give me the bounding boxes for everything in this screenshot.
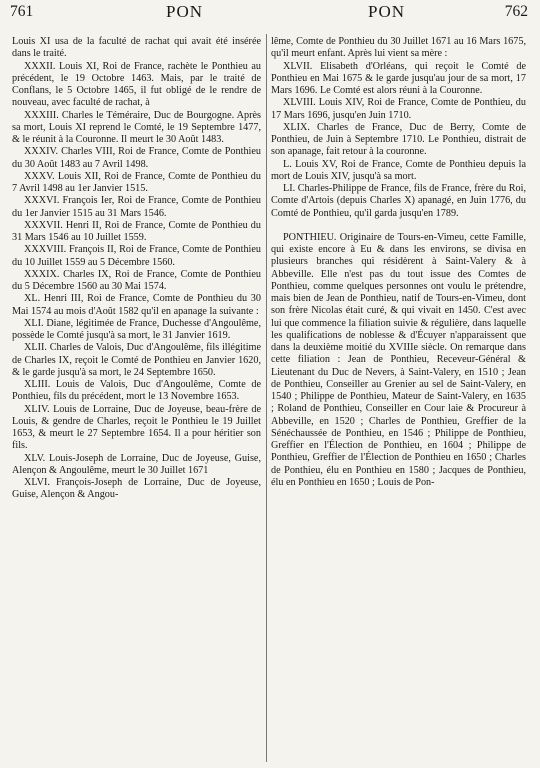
entry-50: L. Louis XV, Roi de France, Comte de Ponthieu depuis la mort de Louis XIV, jusqu'à sa mort. bbox=[271, 158, 526, 182]
entry-51: LI. Charles-Philippe de France, fils de France, frère du Roi, Comte d'Artois (depuis Charles X) apanagé, en Juin 1776, du Comté de Ponthieu, qu'il garda jusqu'en 1789. bbox=[271, 183, 527, 219]
column-divider bbox=[266, 34, 267, 762]
entry-36: XXXVI. François Ier, Roi de France, Comte de Ponthieu du 1er Janvier 1515 au 31 Mars 1546. bbox=[12, 195, 261, 219]
entry-32: XXXII. Louis XI, Roi de France, rachète le Ponthieu au précédent, le 19 Octobre 1463. Mais, par le traité de Conflans, le 5 Octobre 1465, il fut obligé de le rendre de nouveau, avec faculté de rachat, à bbox=[12, 60, 261, 109]
right-column bbox=[271, 36, 526, 489]
entry-41: XLI. Diane, légitimée de France, Duchesse d'Angoulême, possède le Comté jusqu'à sa mort, le 31 Janvier 1619. bbox=[12, 317, 261, 341]
left-page-number: 761 bbox=[10, 3, 34, 20]
paragraph-gap bbox=[271, 220, 526, 232]
entry-continuation: Louis XI usa de la faculté de rachat qui avait été insérée dans le traité. bbox=[12, 36, 261, 60]
entry-39: XXXIX. Charles IX, Roi de France, Comte de Ponthieu du 5 Décembre 1560 au 30 Mai 1574. bbox=[12, 268, 261, 292]
entry-33: XXXIII. Charles le Téméraire, Duc de Bourgogne. Après sa mort, Louis XI reprend le Comté, le 19 Septembre 1477, & le réunit à la Couronne. Il meurt le 30 Août 1483. bbox=[12, 109, 261, 145]
entry-46: XLVI. François-Joseph de Lorraine, Duc de Joyeuse, Guise, Alençon & Angou- bbox=[12, 477, 261, 501]
entry-37: XXXVII. Henri II, Roi de France, Comte de Ponthieu du 31 Mars 1546 au 10 Juillet 1559. bbox=[12, 219, 261, 243]
entry-44: XLIV. Louis de Lorraine, Duc de Joyeuse, beau-frère de Louis, & gendre de Charles, reçoit le Ponthieu le 19 Juillet 1653, & meurt le 27 Septembre 1654. Il a pour héritier son fils. bbox=[12, 403, 261, 452]
left-column bbox=[12, 36, 261, 502]
entry-34: XXXIV. Charles VIII, Roi de France, Comte de Ponthieu du 30 Août 1483 au 7 Avril 1498. bbox=[12, 146, 261, 170]
entry-38: XXXVIII. François II, Roi de France, Comte de Ponthieu du 10 Juillet 1559 au 5 Décembre 1560. bbox=[12, 244, 261, 268]
entry-47: XLVII. Elisabeth d'Orléans, qui reçoit le Comté de Ponthieu en Mai 1675 & le garde jusqu'au jour de sa mort, 17 Mars 1696. Le Comté est alors réuni à la Couronne. bbox=[271, 60, 526, 96]
entry-45: XLV. Louis-Joseph de Lorraine, Duc de Joyeuse, Guise, Alençon & Angoulême, meurt le 30 Juillet 1671 bbox=[12, 452, 261, 476]
entry-46-continuation: lême, Comte de Ponthieu du 30 Juillet 1671 au 16 Mars 1675, qu'il meurt enfant. Après lui vient sa mère : bbox=[271, 36, 526, 60]
entry-49: XLIX. Charles de France, Duc de Berry, Comte de Ponthieu, de Juin à Septembre 1710. Le Ponthieu, distrait de son apanage, fait retour à la couronne. bbox=[271, 121, 526, 158]
left-running-head: PON bbox=[166, 2, 204, 21]
right-running-head: PON bbox=[368, 2, 406, 21]
entry-42: XLII. Charles de Valois, Duc d'Angoulême, fils illégitime de Charles IX, reçoit le Comté de Ponthieu en Janvier 1620, & le garde jusqu'à sa mort, le 24 Septembre 1650. bbox=[12, 342, 261, 378]
entry-48: XLVIII. Louis XIV, Roi de France, Comte de Ponthieu, du 17 Mars 1696, jusqu'en Juin 1710. bbox=[271, 97, 526, 121]
entry-40: XL. Henri III, Roi de France, Comte de Ponthieu du 30 Mai 1574 au mois d'Août 1582 qu'il en apanage la suivante : bbox=[12, 293, 261, 317]
ponthieu-family-paragraph: PONTHIEU. Originaire de Tours-en-Vimeu, cette Famille, qui existe encore à Eu & dans les environs, se divisa en plusieurs branches qui résidèrent à Saint-Valery & à Abbeville. Elle n'est pas du tout issue des Comtes de Ponthieu, comme quelques personnes ont voulu le prétendre, mais bien de Jean de Ponthieu, natif de Tours-en-Vimeu, dont son frère Nicolas était curé, & qui vivait en 1450. C'est avec lui que commence la filiation suivie & régulière, dans laquelle les qualifications de noblesse & d'Écuyer n'apparaissent que dans la deuxième moitié du XVIIIe siècle. On remarque dans cette filiation : Jean de Ponthieu, Receveur-Général & Lieutenant du Duc de Nevers, à Saint-Valery, en 1510 ; Jean de Ponthieu, Conseiller au Grenier au sel de Saint-Valery, en 1540 ; Philippe de Ponthieu, Mateur de Saint-Valery, en 1635 ; Roland de Ponthieu, Conseiller en Cour laie & Procureur à Abbeville, en 1520 ; Charles de Ponthieu, Greffier de la Sénéchaussée de Ponthieu, en 1546 ; Philippe de Ponthieu, Greffier en l'Élection de Ponthieu, en 1604 ; Philippe de Ponthieu, Greffier de l'Élection de Ponthieu en 1650 ; Charles de Ponthieu, élu en Ponthieu en 1580 ; Jacques de Ponthieu, élu en Ponthieu en 1650 ; Louis de Pon- bbox=[271, 231, 526, 488]
right-page-number: 762 bbox=[504, 3, 528, 20]
entry-35: XXXV. Louis XII, Roi de France, Comte de Ponthieu du 7 Avril 1498 au 1er Janvier 1515. bbox=[12, 170, 261, 194]
entry-43: XLIII. Louis de Valois, Duc d'Angoulême, Comte de Ponthieu, fils du précédent, mort le 13 Novembre 1653. bbox=[12, 379, 261, 403]
